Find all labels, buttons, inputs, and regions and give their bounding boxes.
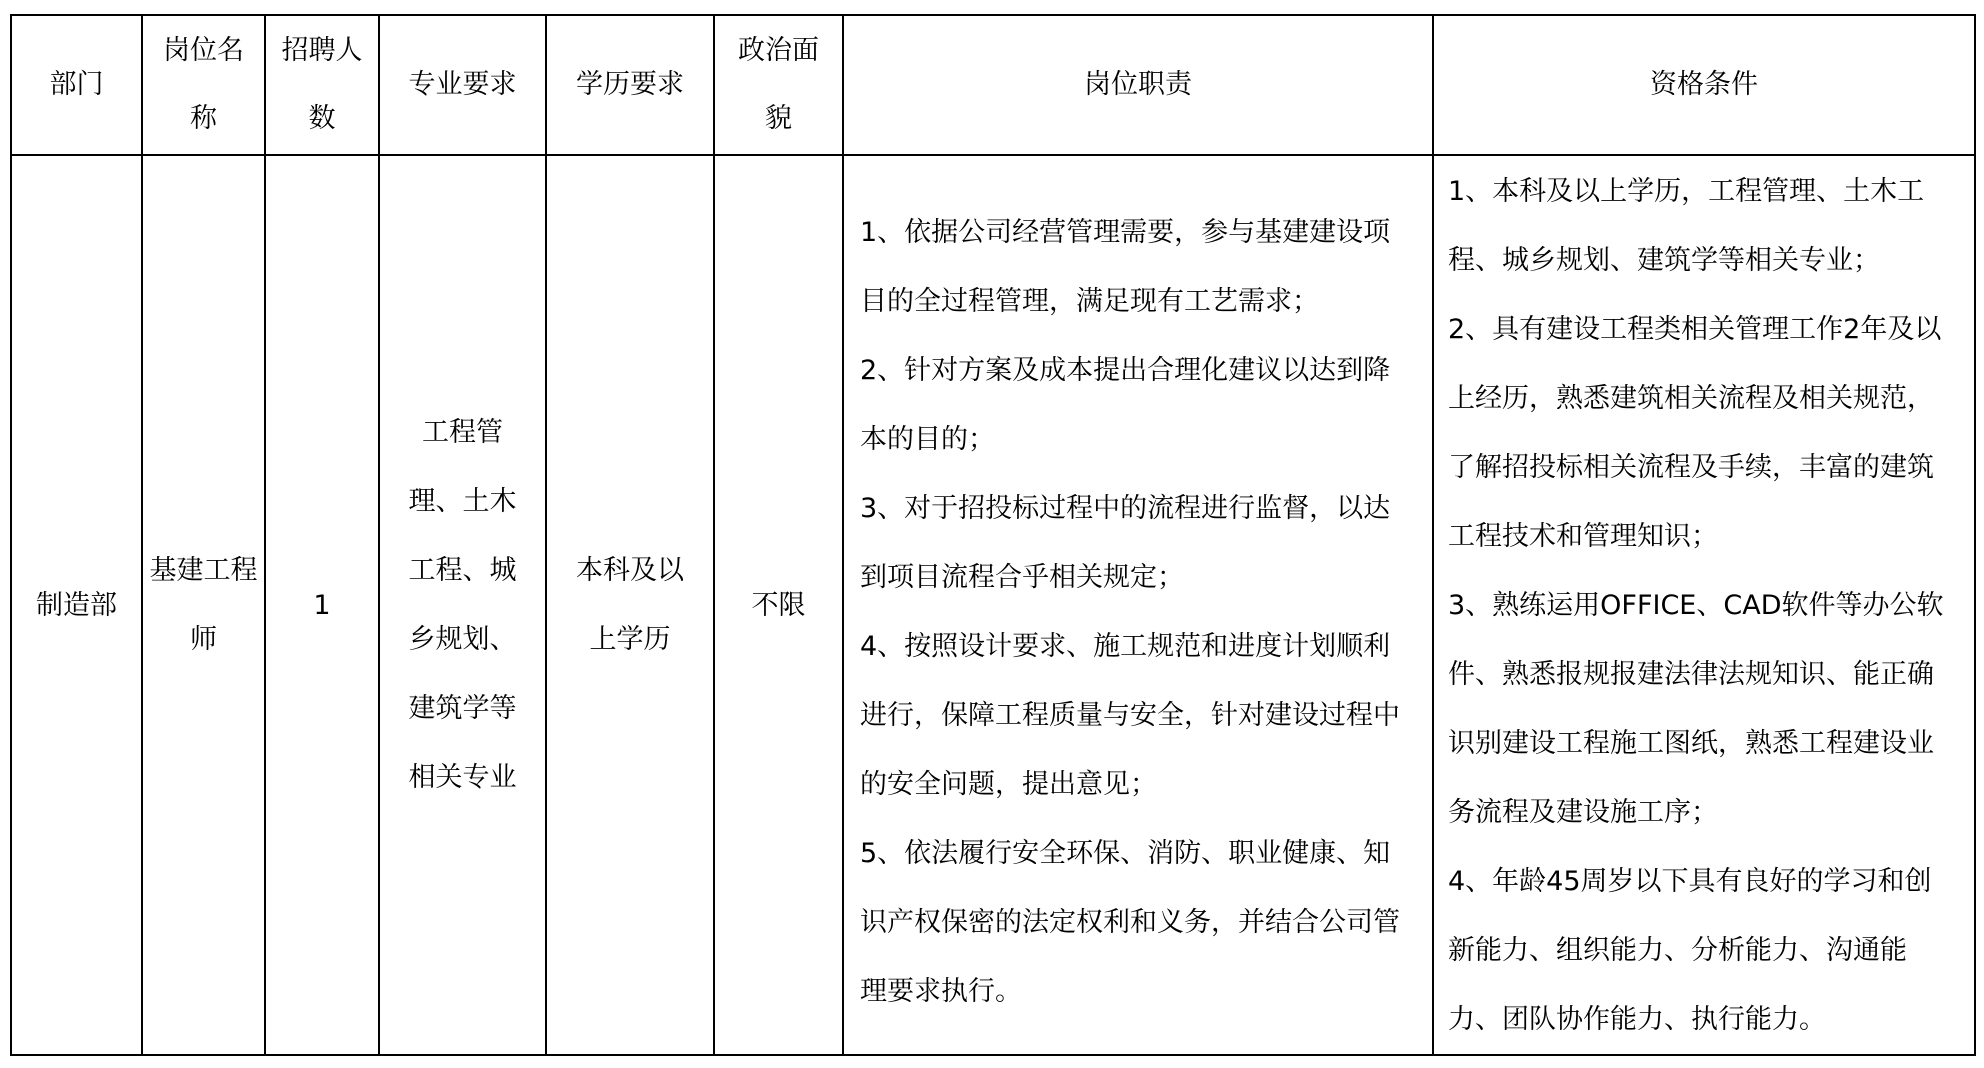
qualification-item: 1、本科及以上学历，工程管理、土木工程、城乡规划、建筑学等相关专业；	[1448, 175, 1925, 276]
header-education: 学历要求	[546, 15, 714, 155]
cell-political: 不限	[714, 155, 843, 1055]
cell-position: 基建工程师	[142, 155, 265, 1055]
cell-qualifications	[1433, 155, 1975, 1055]
header-department: 部门	[11, 15, 142, 155]
qualification-item: 3、熟练运用OFFICE、CAD软件等办公软件、熟悉报规报建法律法规知识、能正确识别建设工程施工图纸，熟悉工程建设业务流程及建设施工序；	[1448, 589, 1944, 828]
header-duties: 岗位职责	[843, 15, 1433, 155]
qualification-item: 4、年龄45周岁以下具有良好的学习和创新能力、组织能力、分析能力、沟通能力、团队协作能力、执行能力。	[1448, 865, 1932, 1035]
cell-count: 1	[265, 155, 379, 1055]
duty-item: 2、针对方案及成本提出合理化建议以达到降本的目的；	[860, 355, 1391, 455]
header-count: 招聘人数	[265, 15, 379, 155]
header-position: 岗位名称	[142, 15, 265, 155]
cell-duties	[843, 155, 1433, 1055]
duty-item: 4、按照设计要求、施工规范和进度计划顺利进行，保障工程质量与安全，针对建设过程中的安全问题，提出意见；	[860, 631, 1400, 800]
header-row	[11, 15, 1975, 155]
duty-item: 1、依据公司经营管理需要，参与基建建设项目的全过程管理，满足现有工艺需求；	[860, 217, 1391, 317]
cell-major: 工程管理、土木工程、城乡规划、建筑学等相关专业	[379, 155, 546, 1055]
cell-department: 制造部	[11, 155, 142, 1055]
header-political: 政治面貌	[714, 15, 843, 155]
header-major: 专业要求	[379, 15, 546, 155]
cell-education: 本科及以上学历	[546, 155, 714, 1055]
recruitment-table	[10, 14, 1976, 1056]
header-qualifications: 资格条件	[1433, 15, 1975, 155]
duty-item: 3、对于招投标过程中的流程进行监督，以达到项目流程合乎相关规定；	[860, 493, 1391, 593]
table-row	[11, 155, 1975, 1055]
duty-item: 5、依法履行安全环保、消防、职业健康、知识产权保密的法定权利和义务，并结合公司管理要求执行。	[860, 838, 1400, 1007]
qualification-item: 2、具有建设工程类相关管理工作2年及以上经历，熟悉建筑相关流程及相关规范，了解招投标相关流程及手续，丰富的建筑工程技术和管理知识；	[1448, 313, 1942, 552]
